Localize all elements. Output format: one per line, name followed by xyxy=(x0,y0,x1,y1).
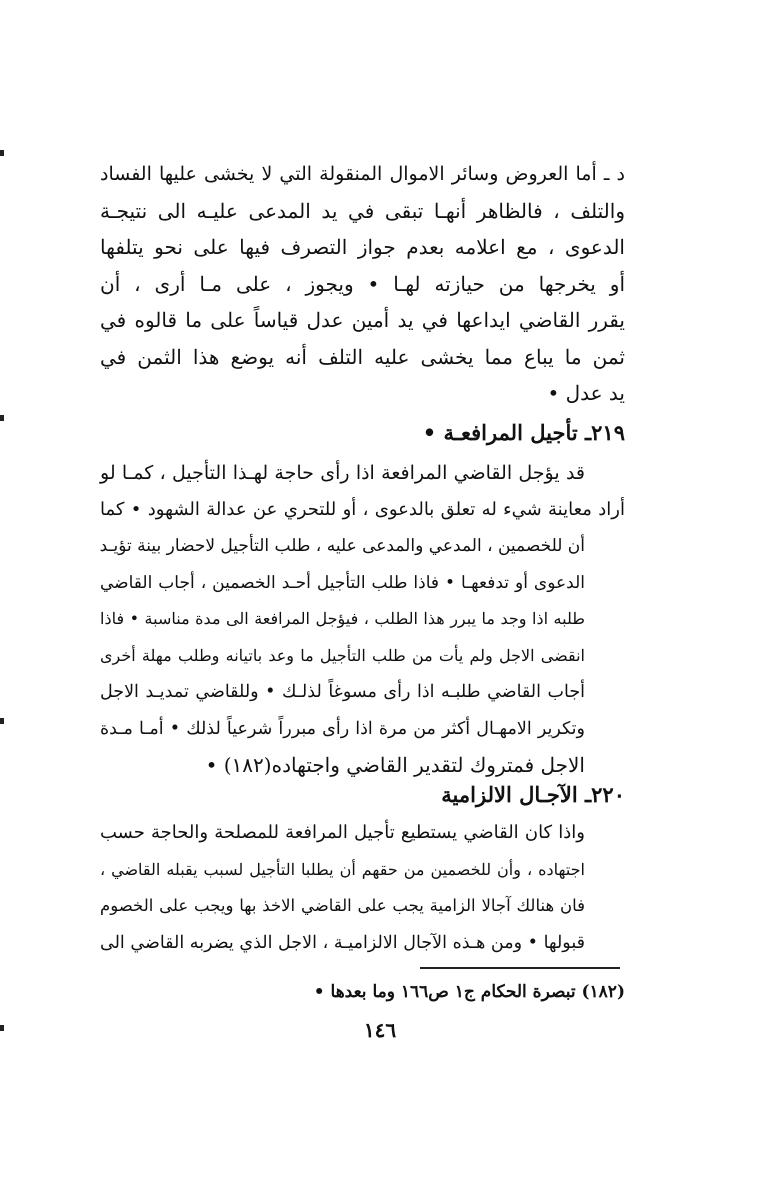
margin-mark xyxy=(0,150,4,156)
text-line: وتكرير الامهـال أكثر من مرة اذا رأى مبرراً شرعياً لذلك • أمـا مـدة xyxy=(100,718,585,739)
text-line: طلبه اذا وجد ما يبرر هذا الطلب ، فيؤجل المرافعة الى مدة مناسبة • فاذا xyxy=(100,609,585,628)
paragraph-219 xyxy=(100,455,625,784)
paragraph-220 xyxy=(100,815,625,961)
text-line: اجتهاده ، وأن للخصمين من حقهم أن يطلبا التأجيل لسبب يقبله القاضي ، xyxy=(100,859,585,879)
page-number: ١٤٦ xyxy=(363,1018,397,1042)
text-line: الدعوى أو تدفعهـا • فاذا طلب التأجيل أحـد الخصمين ، أجاب القاضي xyxy=(100,572,585,593)
text-line: د ـ أما العروض وسائر الاموال المنقولة التي لا يخشى عليها الفساد xyxy=(100,163,625,185)
text-line: أو يخرجها من حيازته لهـا • ويجوز ، على مـا أرى ، أن xyxy=(100,271,625,296)
text-line: ثمن ما يباع مما يخشى عليه التلف أنه يوضع هذا الثمن في xyxy=(100,344,625,369)
margin-mark xyxy=(0,1025,4,1031)
margin-mark xyxy=(0,415,4,421)
text-line: الاجل فمتروك لتقدير القاضي واجتهاده(١٨٢) • xyxy=(205,753,585,777)
text-line: أجاب القاضي طلبـه اذا رأى مسوغاً لذلـك • وللقاضي تمديـد الاجل xyxy=(100,682,585,702)
text-line: والتلف ، فالظاهر أنهـا تبقى في يد المدعى عليـه الى نتيجـة xyxy=(100,198,625,223)
text-line: يقرر القاضي ايداعها في يد أمين عدل قياساً على ما قالوه في xyxy=(100,308,625,332)
text-line: انقضى الاجل ولم يأت من طلب التأجيل ما وعد باتيانه وطلب مهلة أخرى xyxy=(100,645,585,665)
text-line: قبولها • ومن هـذه الآجال الالزاميـة ، الاجل الذي يضربه القاضي الى xyxy=(100,932,585,953)
text-line: أن للخصمين ، المدعي والمدعى عليه ، طلب التأجيل لاحضار بينة تؤيـد xyxy=(99,536,585,556)
text-line: أراد معاينة شيء له تعلق بالدعوى ، أو للتحري عن عدالة الشهود • كما xyxy=(100,498,625,520)
footnote-divider xyxy=(420,967,620,969)
margin-mark xyxy=(0,718,4,724)
text-line: الدعوى ، مع اعلامه بعدم جواز التصرف فيها على نحو يتلفها xyxy=(100,235,625,259)
footnote: (١٨٢) تبصرة الحكام ج١ ص١٦٦ وما بعدها • xyxy=(313,982,625,1002)
paragraph-d xyxy=(100,156,625,412)
section-heading-219: ٢١٩ـ تأجيل المرافعـة • xyxy=(422,420,625,445)
section-heading-220: ٢٢٠ـ الآجـال الالزامية xyxy=(441,782,625,807)
text-line: واذا كان القاضي يستطيع تأجيل المرافعة للمصلحة والحاجة حسب xyxy=(100,822,585,843)
text-line: قد يؤجل القاضي المرافعة اذا رأى حاجة لهـذا التأجيل ، كمـا لو xyxy=(100,462,585,484)
text-line: يد عدل • xyxy=(547,381,625,405)
text-line: فان هنالك آجالا الزامية يجب على القاضي الاخذ بها ويجب على الخصوم xyxy=(100,896,585,915)
